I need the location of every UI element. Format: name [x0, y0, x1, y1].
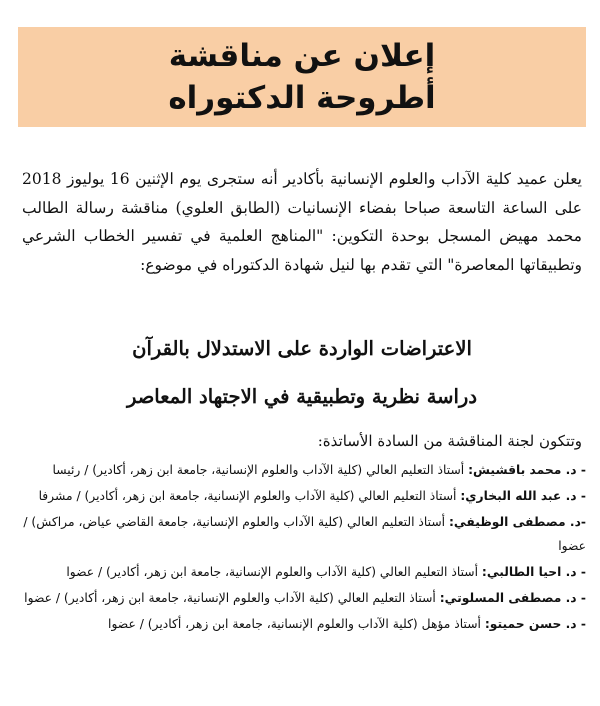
committee-heading: وتتكون لجنة المناقشة من السادة الأساتذة: — [317, 432, 582, 450]
title-line-1: إعلان عن مناقشة — [168, 38, 436, 74]
member-name: -د. مصطفى الوظيفي: — [448, 515, 586, 529]
committee-member — [18, 484, 586, 508]
member-name: - د. عبد الله البخاري: — [460, 489, 586, 503]
member-name: - د. حسن حميتو: — [484, 617, 586, 631]
member-details: أستاذ التعليم العالي (كلية الآداب والعلوم الإنسانية، جامعة ابن زهر، أكادير) / مشرفا — [38, 489, 461, 503]
member-name: - د. احيا الطالبي: — [481, 565, 586, 579]
title-banner — [18, 27, 586, 127]
member-details: أستاذ التعليم العالي (كلية الآداب والعلوم الإنسانية، جامعة ابن زهر، أكادير) / عضوا — [24, 591, 440, 605]
thesis-subject-line-1: الاعتراضات الواردة على الاستدلال بالقرآن — [132, 337, 472, 360]
member-name: - د. محمد باقشيش: — [468, 463, 586, 477]
committee-members-list — [18, 458, 586, 638]
member-details: أستاذ مؤهل (كلية الآداب والعلوم الإنسانية، جامعة ابن زهر، أكادير) / عضوا — [108, 617, 485, 631]
committee-member — [18, 612, 586, 636]
member-details: أستاذ التعليم العالي (كلية الآداب والعلوم الإنسانية، جامعة ابن زهر، أكادير) / رئيسا — [52, 463, 469, 477]
member-details: أستاذ التعليم العالي (كلية الآداب والعلوم الإنسانية، جامعة ابن زهر، أكادير) / عضوا — [66, 565, 482, 579]
committee-member — [18, 510, 586, 558]
thesis-subject-line-2: دراسة نظرية وتطبيقية في الاجتهاد المعاصر — [126, 385, 478, 408]
title-line-2: أطروحة الدكتوراه — [168, 80, 436, 116]
committee-member — [18, 458, 586, 482]
member-details: أستاذ التعليم العالي (كلية الآداب والعلوم الإنسانية، جامعة القاضي عياض، مراكش) / عضوا — [23, 515, 586, 553]
intro-paragraph: يعلن عميد كلية الآداب والعلوم الإنسانية بأكادير أنه ستجرى يوم الإثنين 16 يوليوز 2018 على الساعة التاسعة صباحا بفضاء الإنسانيات (الطابق العلوي) مناقشة رسالة الطالب محمد مهيض المسجل بوحدة التكوين: "المناهج العلمية في تفسير الخطاب الشرعي وتطبيقاتها المعاصرة" التي تقدم بها لنيل شهادة الدكتوراه في موضوع: — [22, 170, 582, 274]
committee-member — [18, 586, 586, 610]
member-name: - د. مصطفى المسلوتي: — [439, 591, 586, 605]
committee-member — [18, 560, 586, 584]
